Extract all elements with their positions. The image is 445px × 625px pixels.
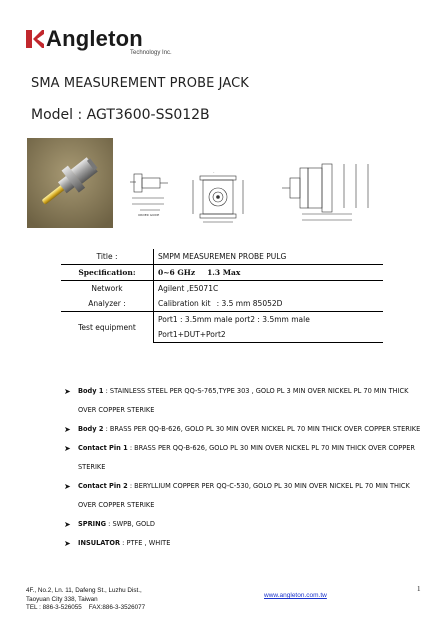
document-title: SMA MEASUREMENT PROBE JACK — [31, 76, 249, 91]
contact-line: TEL : 886-3-526055 FAX:886-3-3526077 — [26, 604, 146, 611]
spec-row-analyzer — [61, 296, 383, 312]
spec-row-network — [61, 281, 383, 297]
material-text: : SWPB, GOLD — [108, 520, 155, 528]
material-label: Body 2 — [78, 425, 104, 433]
calibration-kit-label: Calibration kit — [158, 299, 211, 308]
company-logo — [26, 26, 186, 57]
material-label: SPRING — [78, 520, 107, 528]
list-item — [64, 477, 424, 515]
logo-mark-icon — [26, 30, 44, 48]
material-label: Body 1 — [78, 387, 104, 395]
spec-row-specification — [61, 265, 383, 281]
list-item — [64, 534, 424, 553]
side-view-drawing — [130, 160, 170, 220]
list-item — [64, 420, 424, 439]
model-number: Model : AGT3600-SS012B — [31, 107, 210, 123]
page-number: 1 — [417, 585, 421, 593]
title-value: SMPM MEASUREMEN PROBE PULG — [154, 249, 384, 265]
section-view-drawing — [282, 162, 377, 234]
arrow-bullet-icon: ➤ — [64, 482, 71, 491]
arrow-bullet-icon: ➤ — [64, 425, 71, 434]
network-label: Network — [61, 281, 154, 297]
test-equipment-label: Test equipment — [61, 312, 154, 343]
arrow-bullet-icon: ➤ — [64, 444, 71, 453]
spec-table — [61, 249, 383, 343]
analyzer-label: Analyzer : — [61, 296, 154, 312]
material-text: : BERYLLIUM COPPER PER QQ-C-530, GOLO PL 30 MIN OVER NICKEL PL 70 MIN THICK OVER COPPER STERIKE — [78, 482, 410, 509]
logo-text: Angleton — [46, 26, 143, 51]
arrow-bullet-icon: ➤ — [64, 539, 71, 548]
material-text: : STAINLESS STEEL PER QQ-S-765,TYPE 303 , GOLO PL 3 MIN OVER NICKEL PL 70 MIN THICK OVER COPPER STERIKE — [78, 387, 409, 414]
vswr-value: 1.3 Max — [207, 268, 241, 277]
network-value: Agilent ,E5071C — [158, 284, 219, 293]
calibration-kit-value: : 3.5 mm 85052D — [216, 299, 283, 308]
arrow-bullet-icon: ➤ — [64, 520, 71, 529]
title-label: Title : — [61, 249, 154, 265]
spec-row-title — [61, 249, 383, 265]
list-item — [64, 515, 424, 534]
website-link[interactable]: www.angleton.com.tw — [264, 592, 327, 599]
product-photo — [27, 138, 113, 228]
analyzer-value — [154, 296, 384, 312]
footer-address — [26, 587, 145, 613]
spec-row-test-equipment — [61, 312, 383, 328]
frequency-range: 0~6 GHz — [158, 268, 196, 277]
test-equipment-ports: Port1 : 3.5mm male port2 : 3.5mm male — [158, 315, 310, 324]
arrow-bullet-icon: ➤ — [64, 387, 71, 396]
list-item — [64, 382, 424, 420]
material-label: Contact Pin 1 — [78, 444, 128, 452]
svg-text:ORDER GUIDE: ORDER GUIDE — [138, 213, 160, 217]
specification-value — [154, 265, 384, 281]
address-line-1: 4F., No.2, Ln. 11, Dafeng St., Luzhu Dist., — [26, 587, 142, 594]
logo-subtitle: Technology Inc. — [130, 50, 172, 56]
specification-label: Specification: — [61, 265, 154, 281]
material-label: Contact Pin 2 — [78, 482, 128, 490]
material-text: : BRASS PER QQ-B-626, GOLO PL 30 MIN OVER NICKEL PL 70 MIN THICK OVER COPPER STERIKE — [105, 425, 421, 433]
material-text: : PTFE , WHITE — [122, 539, 171, 547]
test-equipment-setup: Port1+DUT+Port2 — [154, 327, 384, 343]
material-label: INSULATOR — [78, 539, 121, 547]
front-view-drawing — [185, 172, 255, 227]
materials-list — [64, 382, 424, 553]
material-text: : BRASS PER QQ-B-626, GOLO PL 30 MIN OVER NICKEL PL 70 MIN THICK OVER COPPER STERIKE — [78, 444, 416, 471]
list-item — [64, 439, 424, 477]
address-line-2: Taoyuan City 338, Taiwan — [26, 595, 98, 603]
